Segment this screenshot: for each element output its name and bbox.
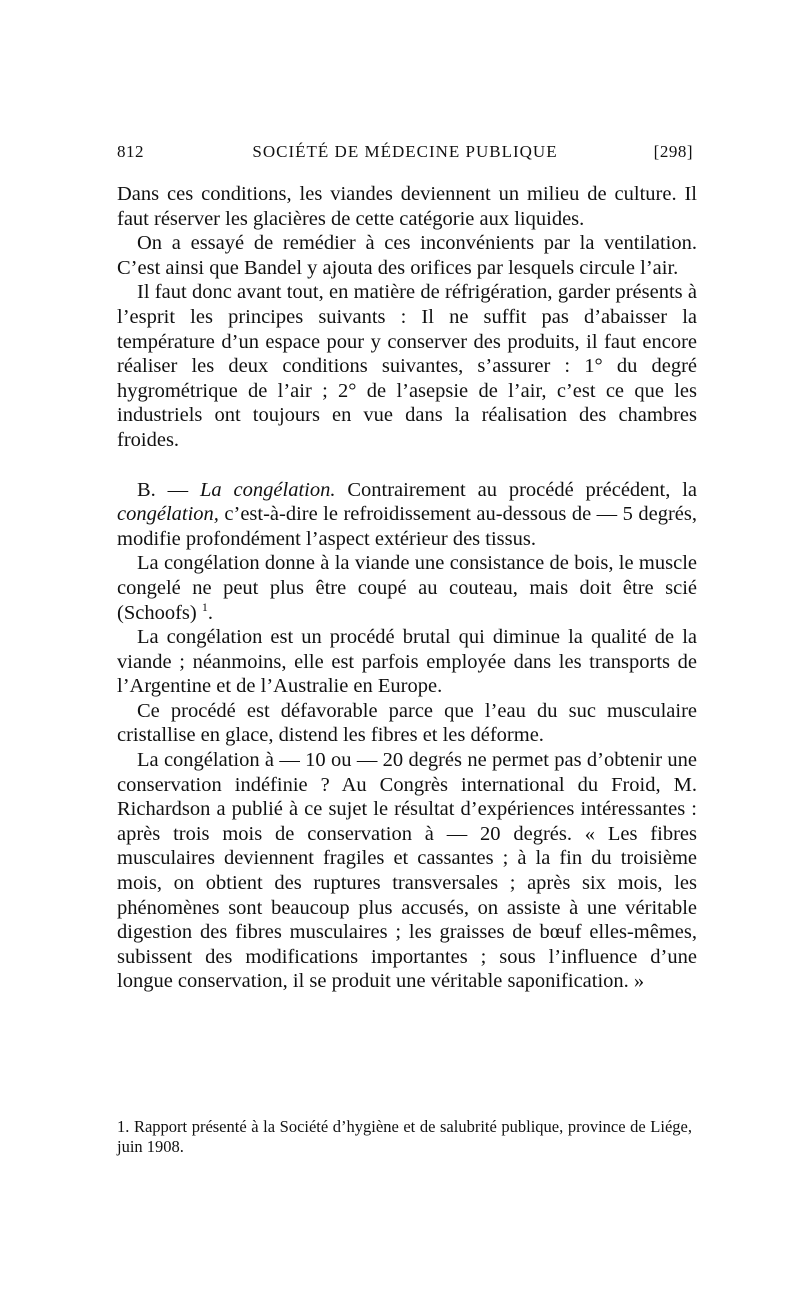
original-page-ref: [298]	[653, 142, 693, 161]
paragraph-5-end: .	[207, 601, 213, 624]
section-title: La congélation.	[200, 478, 336, 501]
paragraph-5	[117, 551, 697, 625]
running-title: SOCIÉTÉ DE MÉDECINE PUBLIQUE	[252, 142, 558, 161]
paragraph-2: On a essayé de remédier à ces inconvénients par la ventilation. C’est ainsi que Bandel y ajouta des orifices par lesquels circule l’air.	[117, 232, 697, 279]
paragraph-6: La congélation est un procédé brutal qui diminue la qualité de la viande ; néanmoins, elle est parfois employée dans les transports de l’Argentine et de l’Australie en Europe.	[117, 626, 697, 698]
paragraph-1: Dans ces conditions, les viandes deviennent un milieu de culture. Il faut réserver les glacières de cette catégorie aux liquides.	[117, 183, 697, 230]
paragraph-8: La congélation à — 10 ou — 20 degrés ne permet pas d’obtenir une conservation indéfinie ? Au Congrès international du Froid, M. Richardson a publié à ce sujet le résultat d’expériences intéressantes : après trois mois de conservation à — 20 degrés. « Les fibres musculaires deviennent fragiles et cassantes ; à la fin du troisième mois, on obtient des ruptures transversales ; après six mois, les phénomènes sont beaucoup plus accusés, on assiste à une véritable digestion des fibres musculaires ; les graisses de bœuf elles-mêmes, subissent des modifications importantes ; sous l’influence d’une longue conservation, il se produit une véritable saponification. »	[117, 749, 697, 993]
footnote-reference[interactable]: 1	[201, 599, 208, 614]
footnote-text: 1. Rapport présenté à la Société d’hygiène et de salubrité publique, province de Liége, juin 1908.	[117, 1117, 692, 1156]
paragraph-5-text: La congélation donne à la viande une consistance de bois, le muscle congelé ne peut plus être coupé au couteau, mais doit être scié (Schoofs)	[117, 552, 697, 624]
paragraph-4-text: Contrairement au procédé précédent, la	[335, 478, 697, 501]
footnote	[117, 1117, 692, 1157]
term-congelation: congélation,	[117, 503, 219, 526]
main-text	[117, 182, 697, 994]
paragraph-4-section-b	[117, 478, 697, 552]
paragraph-4-rest: c’est-à-dire le refroidissement au-dessous de — 5 degrés, modifie profondément l’aspect extérieur des tissus.	[117, 503, 697, 550]
page-number: 812	[117, 142, 144, 161]
section-label: B. —	[137, 478, 201, 501]
paragraph-7: Ce procédé est défavorable parce que l’eau du suc musculaire cristallise en glace, distend les fibres et les déforme.	[117, 699, 697, 747]
running-header	[117, 142, 693, 170]
paragraph-3: Il faut donc avant tout, en matière de réfrigération, garder présents à l’esprit les principes suivants : Il ne suffit pas d’abaisser la température d’un espace pour y conserver des produits, il faut encore réaliser les deux conditions suivantes, s’assurer : 1° du degré hygrométrique de l’air ; 2° de l’asepsie de l’air, c’est ce que les industriels ont toujours en vue dans la réalisation des chambres froides.	[117, 281, 697, 451]
